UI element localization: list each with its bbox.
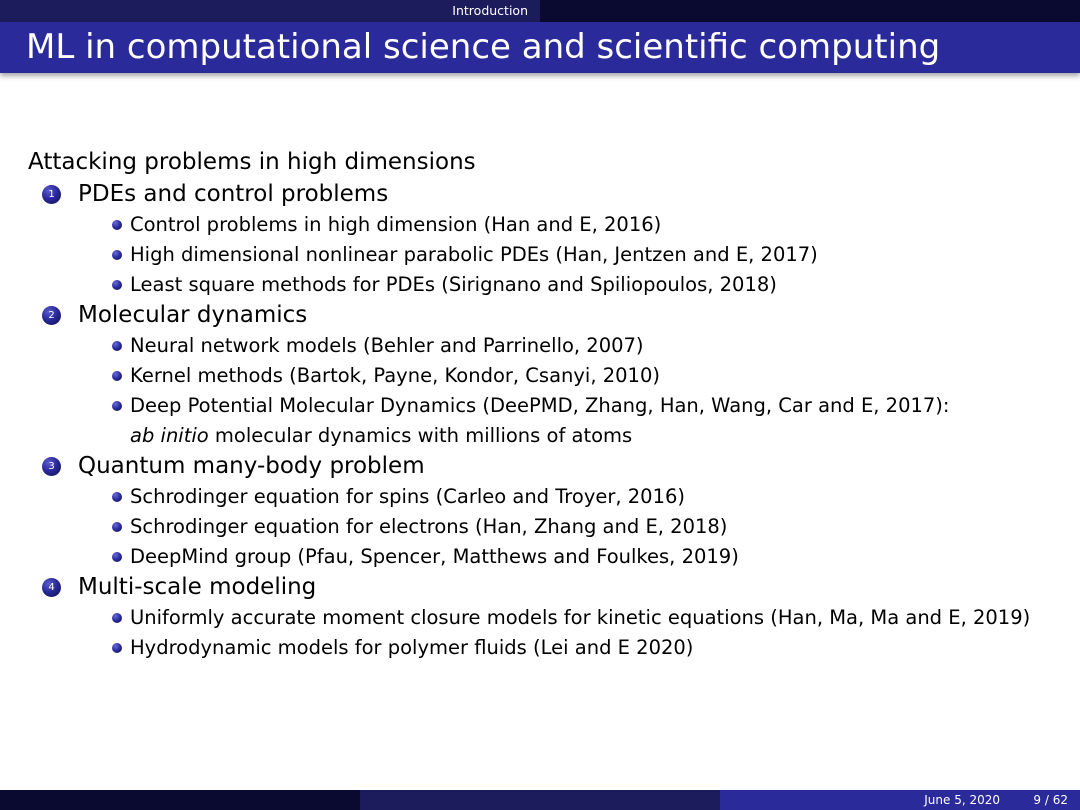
main-item-label: Multi-scale modeling <box>78 574 317 600</box>
section-name[interactable]: Introduction <box>452 3 528 18</box>
item-number-badge: 4 <box>42 578 61 597</box>
bullet-icon <box>112 643 122 653</box>
sub-list <box>28 210 1052 300</box>
main-item-row <box>28 179 1052 210</box>
main-item-row <box>28 451 1052 482</box>
footer-segment-middle <box>360 790 720 810</box>
main-item-label: Quantum many-body problem <box>78 453 425 479</box>
main-list <box>28 179 1052 663</box>
main-item-row <box>28 572 1052 603</box>
sub-item-text: Control problems in high dimension (Han and E, 2016) <box>130 213 662 236</box>
item-number-badge: 3 <box>42 457 61 476</box>
item-number-badge: 1 <box>42 185 61 204</box>
main-list-item <box>28 572 1052 663</box>
slide-content <box>28 145 1052 663</box>
sub-item-text: Neural network models (Behler and Parrinello, 2007) <box>130 334 644 357</box>
sub-item-text: High dimensional nonlinear parabolic PDEs (Han, Jentzen and E, 2017) <box>130 243 818 266</box>
sub-list-item <box>28 270 1052 300</box>
top-navigation-bar <box>0 0 1080 22</box>
sub-list <box>28 331 1052 451</box>
bullet-icon <box>112 371 122 381</box>
sub-item-text: Kernel methods (Bartok, Payne, Kondor, Csanyi, 2010) <box>130 364 660 387</box>
sub-list-item <box>28 240 1052 270</box>
nav-right-segment <box>540 0 1080 22</box>
sub-list-item <box>28 633 1052 663</box>
sub-list-item <box>28 391 1052 451</box>
item-number-badge: 2 <box>42 306 61 325</box>
slide-title: ML in computational science and scientific computing <box>26 27 941 67</box>
continuation-text: molecular dynamics with millions of atoms <box>208 424 633 447</box>
sub-item-continuation <box>130 421 1052 451</box>
intro-text: Attacking problems in high dimensions <box>28 149 476 175</box>
bullet-icon <box>112 401 122 411</box>
bullet-icon <box>112 250 122 260</box>
bullet-icon <box>112 522 122 532</box>
main-item-label: PDEs and control problems <box>78 181 389 207</box>
bullet-icon <box>112 492 122 502</box>
sub-item-text: Uniformly accurate moment closure models for kinetic equations (Han, Ma, Ma and E, 2019) <box>130 606 1031 629</box>
sub-list-item <box>28 542 1052 572</box>
title-bar <box>0 22 1080 73</box>
sub-list-item <box>28 603 1052 633</box>
sub-item-text: Hydrodynamic models for polymer fluids (Lei and E 2020) <box>130 636 694 659</box>
bullet-icon <box>112 341 122 351</box>
main-item-row <box>28 300 1052 331</box>
sub-list <box>28 603 1052 663</box>
bullet-icon <box>112 220 122 230</box>
main-list-item <box>28 179 1052 300</box>
sub-list-item <box>28 361 1052 391</box>
footer-date: June 5, 2020 <box>924 793 1000 807</box>
bullet-icon <box>112 552 122 562</box>
sub-item-text: Schrodinger equation for spins (Carleo and Troyer, 2016) <box>130 485 686 508</box>
sub-list-item <box>28 512 1052 542</box>
italic-phrase: ab initio <box>130 424 209 447</box>
bullet-icon <box>112 613 122 623</box>
sub-list-item <box>28 331 1052 361</box>
sub-item-text: Schrodinger equation for electrons (Han, Zhang and E, 2018) <box>130 515 728 538</box>
footer-bar <box>0 790 1080 810</box>
main-list-item <box>28 300 1052 451</box>
sub-list-item <box>28 210 1052 240</box>
sub-item-text: Deep Potential Molecular Dynamics (DeePMD, Zhang, Han, Wang, Car and E, 2017): <box>130 394 950 417</box>
main-list-item <box>28 451 1052 572</box>
bullet-icon <box>112 280 122 290</box>
sub-list <box>28 482 1052 572</box>
footer-segment-left <box>0 790 360 810</box>
page-number: 9 / 62 <box>1033 793 1068 807</box>
sub-list-item <box>28 482 1052 512</box>
main-item-label: Molecular dynamics <box>78 302 308 328</box>
sub-item-text: Least square methods for PDEs (Sirignano and Spiliopoulos, 2018) <box>130 273 777 296</box>
sub-item-text: DeepMind group (Pfau, Spencer, Matthews and Foulkes, 2019) <box>130 545 739 568</box>
